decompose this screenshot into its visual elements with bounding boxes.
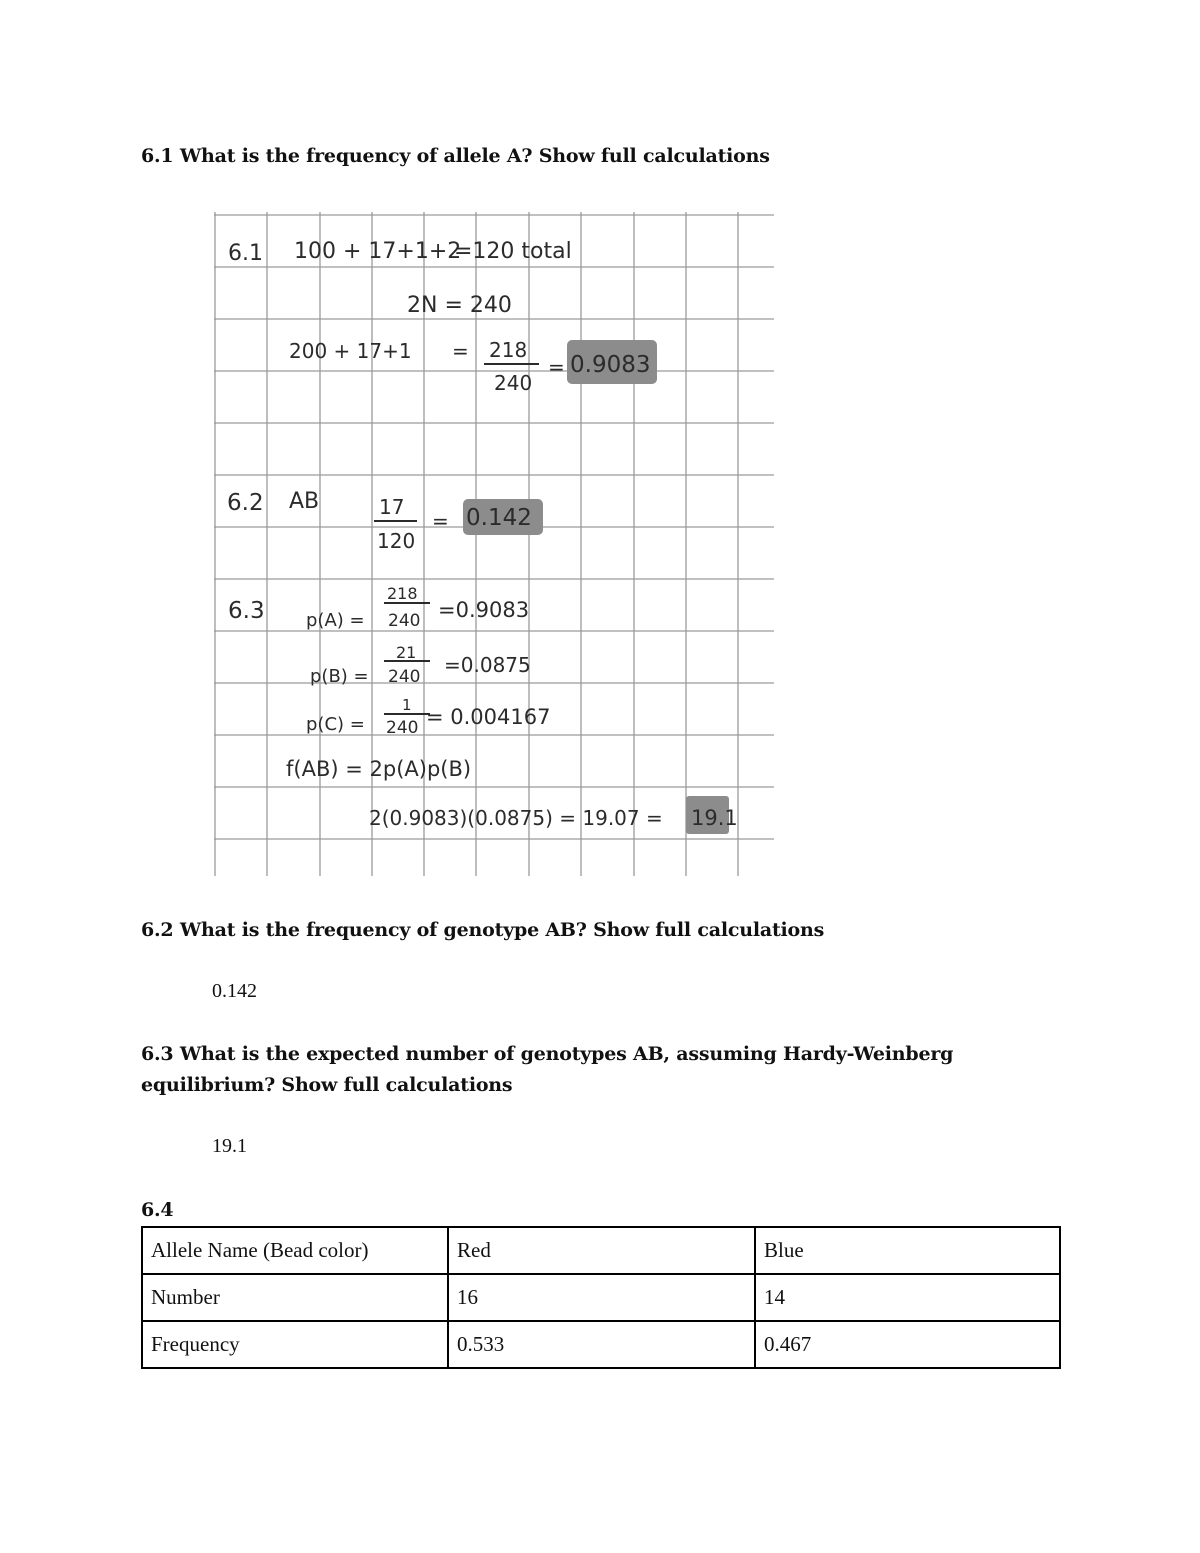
question-6-1: 6.1 What is the frequency of allele A? Show full calculations [141, 145, 770, 167]
table-cell: Red [448, 1227, 755, 1274]
table-cell: Allele Name (Bead color) [142, 1227, 448, 1274]
hw-pb: p(B) = [310, 666, 369, 687]
hw-label-6-2: 6.2 [227, 490, 264, 516]
table-cell: 16 [448, 1274, 755, 1321]
hw-eq-3: = [432, 509, 449, 533]
answer-6-2: 0.142 [212, 980, 257, 1002]
hw-pa: p(A) = [306, 610, 365, 631]
hw-eq-1: = [452, 339, 469, 363]
hw-frac1-num: 218 [489, 338, 528, 362]
question-6-4-label: 6.4 [141, 1199, 174, 1221]
hw-pa-val: =0.9083 [438, 598, 530, 622]
hw-frac1-den: 240 [494, 371, 533, 395]
answer-6-3: 19.1 [212, 1135, 247, 1157]
table-row [142, 1274, 1060, 1321]
hw-pa-num: 218 [387, 584, 418, 603]
hw-total: =120 total [454, 239, 572, 264]
handwritten-calculation-image [214, 212, 774, 876]
hw-pb-den: 240 [388, 667, 421, 687]
hw-2n: 2N = 240 [407, 293, 512, 318]
hw-result-exp: 19.1 [691, 806, 738, 830]
hw-label-6-3: 6.3 [228, 598, 265, 624]
question-6-3-line-2: equilibrium? Show full calculations [141, 1074, 513, 1096]
table-cell: 0.533 [448, 1321, 755, 1368]
allele-frequency-table [141, 1226, 1061, 1369]
table-cell: 0.467 [755, 1321, 1060, 1368]
question-6-2: 6.2 What is the frequency of genotype AB? Show full calculations [141, 919, 825, 941]
hw-sum-1: 100 + 17+1+2 [294, 239, 462, 264]
table-row [142, 1227, 1060, 1274]
hw-calc: 2(0.9083)(0.0875) = 19.07 = [369, 806, 663, 830]
hw-pb-num: 21 [396, 643, 417, 662]
hw-pc-num: 1 [402, 696, 412, 714]
hw-pb-val: =0.0875 [444, 653, 531, 677]
hw-pa-den: 240 [388, 611, 421, 631]
graph-paper [214, 212, 774, 876]
hw-pc: p(C) = [306, 714, 365, 735]
hw-frac2-den: 120 [377, 529, 416, 553]
hw-result-a: 0.9083 [570, 352, 651, 378]
hw-label-6-1: 6.1 [228, 241, 263, 266]
table-cell: 14 [755, 1274, 1060, 1321]
hw-pc-den: 240 [386, 718, 419, 738]
question-6-3-line-1: 6.3 What is the expected number of genotypes AB, assuming Hardy-Weinberg [141, 1043, 954, 1065]
table-cell: Blue [755, 1227, 1060, 1274]
hw-ab: AB [289, 489, 320, 514]
hw-eq-2: = [548, 355, 565, 379]
hw-sum-2: 200 + 17+1 [289, 339, 412, 363]
table-cell: Number [142, 1274, 448, 1321]
hw-result-ab: 0.142 [466, 505, 532, 531]
hw-frac2-num: 17 [379, 495, 405, 519]
hw-pc-val: = 0.004167 [426, 705, 551, 729]
table-cell: Frequency [142, 1321, 448, 1368]
table-row [142, 1321, 1060, 1368]
hw-fab: f(AB) = 2p(A)p(B) [286, 757, 472, 781]
